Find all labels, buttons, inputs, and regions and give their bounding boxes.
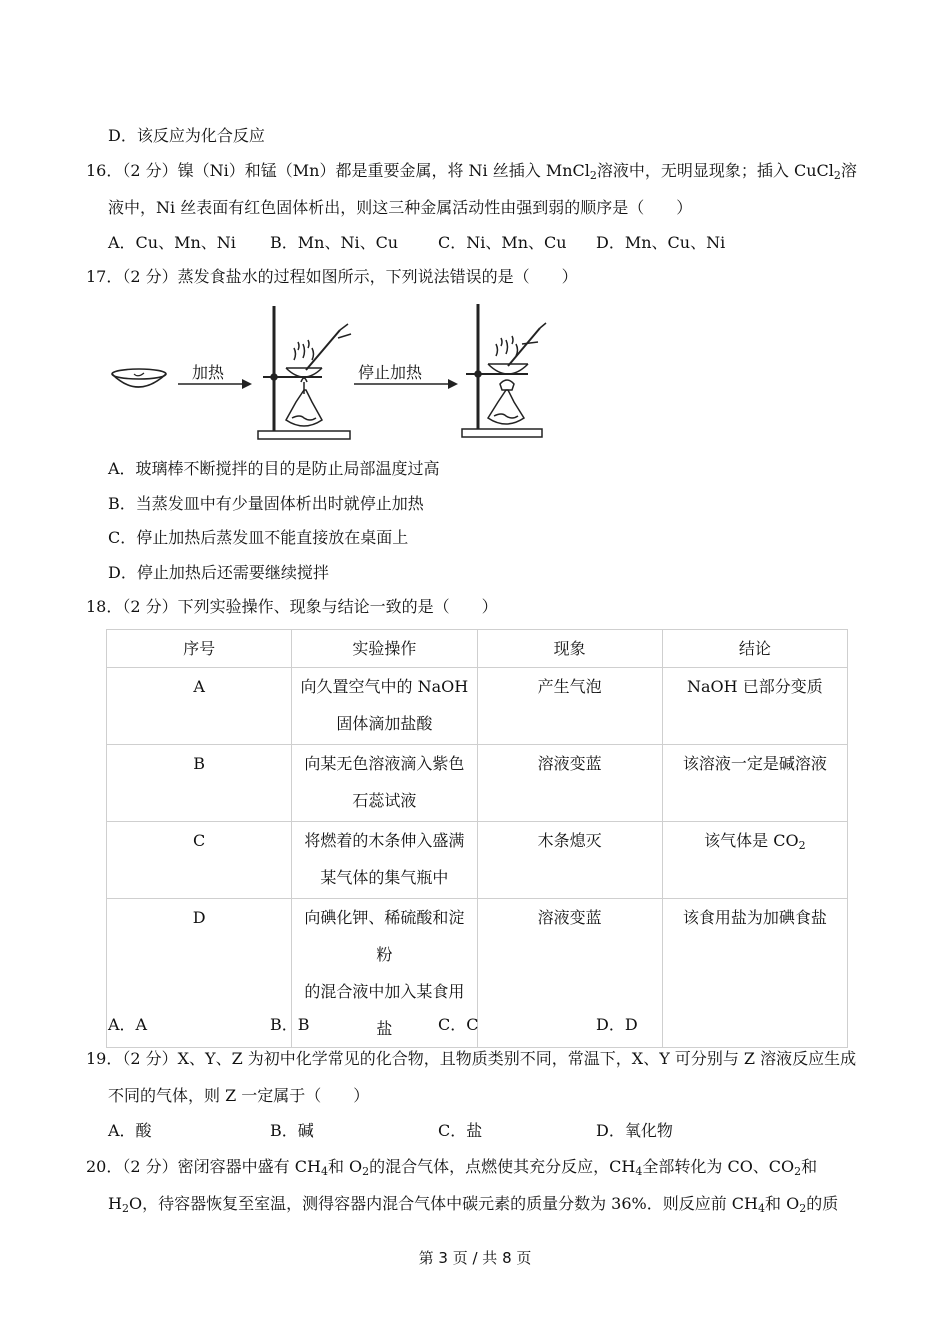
q18-option-a: A．A [108, 1015, 148, 1034]
q18-options [108, 1014, 868, 1036]
q16-option-d: D．Mn、Cu、Ni [596, 233, 726, 252]
q19-number: 19． [86, 1049, 123, 1068]
q20-stem-line2: $H_2O$，待容器恢复至室温，测得容器内混合气体中碳元素的质量分数为 36%．则反应前 $CH_4$和 $O_2$的质 [108, 1194, 839, 1215]
iron-stand-heating-icon [258, 306, 351, 439]
q16-option-a: A．Cu、Mn、Ni [108, 233, 236, 252]
figure-label-heat: 加热 [192, 363, 225, 382]
table-row [107, 822, 848, 899]
page-footer: 第 3 页 / 共 8 页 [418, 1249, 532, 1267]
q17-option-d: D．停止加热后还需要继续搅拌 [108, 563, 329, 582]
table-header-cell: 序号 [107, 630, 292, 668]
q19-option-c: C．盐 [438, 1121, 483, 1140]
q19-options [108, 1120, 868, 1142]
q18-number: 18． [86, 597, 123, 616]
q16-number: 16． [86, 161, 123, 180]
table-header-row [107, 630, 848, 668]
row-phenomenon: 溶液变蓝 [477, 745, 662, 822]
q20-number: 20． [86, 1157, 123, 1176]
table-row [107, 668, 848, 745]
q17-option-a: A．玻璃棒不断搅拌的目的是防止局部温度过高 [108, 459, 440, 478]
row-conclusion: NaOH 已部分变质 [662, 668, 847, 745]
row-id: C [107, 822, 292, 899]
q16-stem-line1: 16．（2 分）镍（Ni）和锰（Mn）都是重要金属，将 Ni 丝插入 MnCl$_2$溶液中，无明显现象；插入 CuCl$_2$溶 [86, 161, 857, 182]
q18-option-c: C．C [438, 1015, 479, 1034]
iron-stand-stopped-icon [462, 304, 546, 437]
row-operation: 向某无色溶液滴入紫色 石蕊试液 [292, 745, 477, 822]
table-header-cell: 实验操作 [292, 630, 477, 668]
row-id: B [107, 745, 292, 822]
q19-stem-line1: 19．（2 分）X、Y、Z 为初中化学常见的化合物，且物质类别不同，常温下，X、Y 可分别与 Z 溶液反应生成 [86, 1049, 857, 1068]
row-operation: 向久置空气中的 NaOH 固体滴加盐酸 [292, 668, 477, 745]
q16-options [108, 232, 868, 254]
q17-number: 17． [86, 267, 123, 286]
q16-option-b: B．Mn、Ni、Cu [270, 233, 399, 252]
row-conclusion: 该气体是 $CO_2$ [662, 822, 847, 899]
experiment-table [106, 629, 848, 1048]
table-header-cell: 现象 [477, 630, 662, 668]
evaporating-dish-icon [112, 369, 166, 387]
row-phenomenon: 木条熄灭 [477, 822, 662, 899]
q19-option-d: D．氧化物 [596, 1121, 673, 1140]
q16-option-c: C．Ni、Mn、Cu [438, 233, 567, 252]
q15-option-d: D．该反应为化合反应 [108, 126, 265, 145]
row-operation: 向碘化钾、稀硫酸和淀粉 的混合液中加入某食用 盐 [292, 899, 477, 1048]
row-conclusion: 该食用盐为加碘食盐 [662, 899, 847, 1048]
table-header-cell: 结论 [662, 630, 847, 668]
row-phenomenon: 溶液变蓝 [477, 899, 662, 1048]
q18-option-d: D．D [596, 1015, 638, 1034]
evaporation-figure [108, 298, 548, 444]
q17-option-c: C．停止加热后蒸发皿不能直接放在桌面上 [108, 528, 409, 547]
row-conclusion: 该溶液一定是碱溶液 [662, 745, 847, 822]
table-row [107, 745, 848, 822]
q19-stem-line2: 不同的气体，则 Z 一定属于（ ） [108, 1086, 370, 1105]
q17-stem: 17．（2 分）蒸发食盐水的过程如图所示，下列说法错误的是（ ） [86, 267, 578, 286]
q20-stem-line1: 20．（2 分）密闭容器中盛有 $CH_4$和 $O_2$的混合气体，点燃使其充分反应，$CH_4$全部转化为 CO、$CO_2$和 [86, 1157, 818, 1178]
row-phenomenon: 产生气泡 [477, 668, 662, 745]
q16-stem-line2: 液中，Ni 丝表面有红色固体析出，则这三种金属活动性由强到弱的顺序是（ ） [108, 198, 693, 217]
row-operation: 将燃着的木条伸入盛满 某气体的集气瓶中 [292, 822, 477, 899]
figure-label-stop-heating: 停止加热 [358, 363, 423, 382]
q17-option-b: B．当蒸发皿中有少量固体析出时就停止加热 [108, 494, 424, 513]
row-id: D [107, 899, 292, 1048]
q19-option-a: A．酸 [108, 1121, 152, 1140]
row-id: A [107, 668, 292, 745]
q18-option-b: B．B [270, 1015, 310, 1034]
q18-stem: 18．（2 分）下列实验操作、现象与结论一致的是（ ） [86, 597, 498, 616]
q19-option-b: B．碱 [270, 1121, 314, 1140]
